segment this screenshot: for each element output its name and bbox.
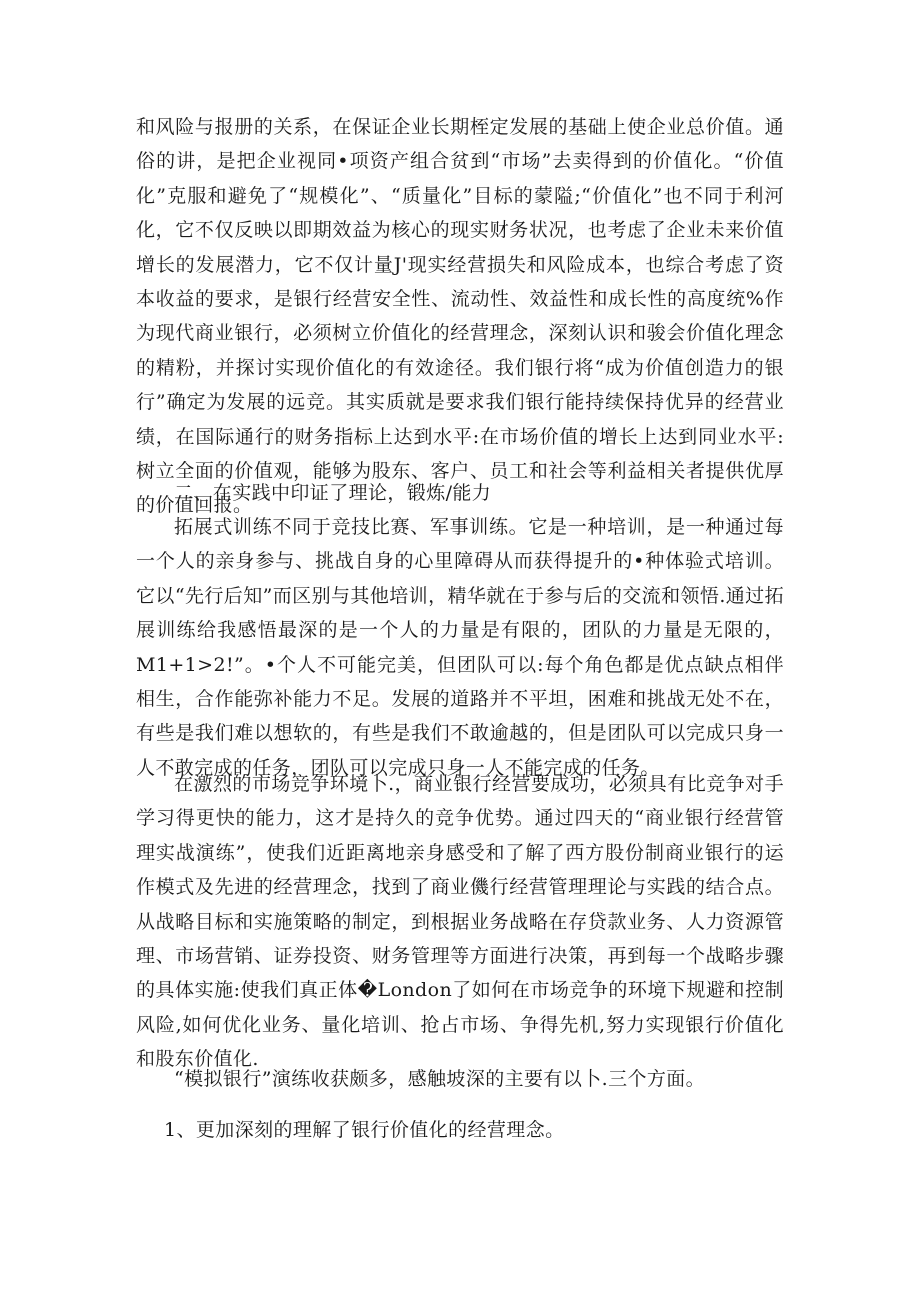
summary-line: “模拟银行”演练收获颇多，感触坡深的主要有以卜.三个方面。 <box>174 1068 706 1090</box>
paragraph-outward-training: 拓展式训练不同于竞技比赛、军事训练。它是一种培训，是一种通过每一个人的亲身参与、挑战自身的心里障碍从而获得提升的•种体验式培训。它以“先行后知”而区别与其他培训，精华就在于参与后的交流和领悟.通过拓展训练给我感悟最深的是一个人的力量是有限的，团队的力量是无限的，M1+1>2!”。•个人不可能完美，但团队可以:每个角色都是优点缺点相伴相生，合作能弥补能力不足。发展的道路并不平坦，困难和挑战无处不在，有些是我们难以想软的，有些是我们不敢逾越的，但是团队可以完成只身一人不敢完成的任务，团队可以完成只身一人不能完成的任务。 <box>136 516 784 779</box>
list-item-1: 1、更加深刻的理解了银行价值化的经营理念。 <box>164 1119 565 1141</box>
section-heading-practice: 二、在实践中印证了理论，锻炼/能力 <box>174 482 492 504</box>
paragraph-market-competition: 在激烈的市场竞争环境卜.，商业银行经营要成功，必须具有比竞争对手学习得更快的能力，这才是持久的竞争优势。通过四天的“商业银行经营管理实战演练”，使我们近距离地亲身感受和了解了西方股份制商业银行的运作模式及先进的经营理念，找到了商业僟行经营管理理论与实践的结合点。从战略目标和实施策略的制定，到根据业务战略在存贷款业务、人力资源管理、市场营销、证券投资、财务管理等方面进行决策，再到每一个战略步骤的具体实施:使我们真正体�London了如何在市场竞争的环境下规避和控制风险,如何优化业务、量化培训、抢占市场、争得先机,努力实现银行价值化和股东价值化. <box>136 773 784 1071</box>
paragraph-value-concept: 和风险与报册的关系，在保证企业长期桎定发展的基础上使企业总价值。通俗的讲，是把企业视同•项资产组合贫到“市场”去卖得到的价值化。“价值化”克服和避免了“规模化”、“质量化”目标的蒙隘;“价值化”也不同于利河化，它不仅反映以即期效益为核心的现实财务状况，也考虑了企业未来价值增长的发展潜力，它不仅计量J'现实经营损失和风险成本，也综合考虑了资本收益的要求，是银行经营安全性、流动性、效益性和成长性的高度统%作为现代商业银行，必须树立价值化的经营理念，深刻认识和骏会价值化理念的精粉，并探讨实现价值化的有效途径。我们银行将“成为价值创造力的银行”确定为发展的远竞。其实质就是要求我们银行能持续保持优异的经营业绩，在国际通行的财务指标上达到水平:在市场价值的增长上达到同业水平:树立全面的价值观，能够为股东、客户、员工和社会等利益相关者提供优厚的价值回报。 <box>136 116 784 517</box>
